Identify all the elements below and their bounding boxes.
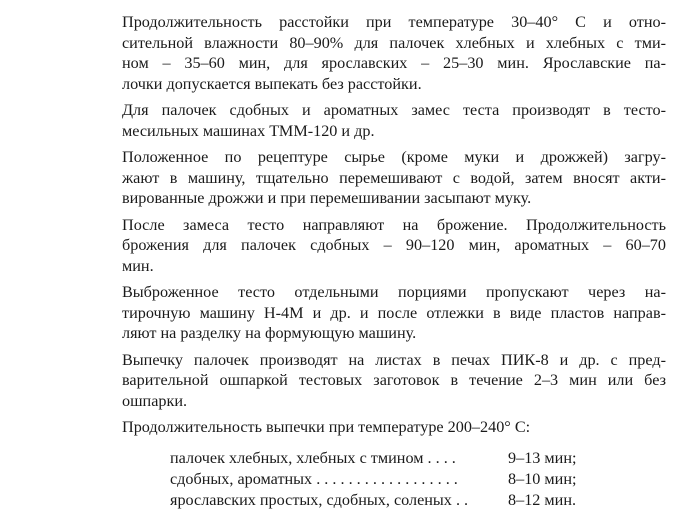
text-line: мин. — [122, 256, 154, 275]
list-item-value: 8–12 мин. — [508, 490, 577, 509]
list-item — [170, 490, 630, 511]
text-line: Продолжительность расстойки при температуре 30–40° С и отно- — [122, 13, 666, 31]
text-line: Выпечку палочек производят на листах в печах ПИК-8 и др. с пред- — [122, 350, 666, 369]
document-text — [88, 12, 666, 511]
text-line: Продолжительность выпечки при температуре 200–240° С: — [122, 418, 531, 436]
paragraph-baking — [88, 350, 666, 412]
paragraph-sheeting — [88, 282, 666, 344]
text-line: сительной влажности 80–90% для палочек хлебных и хлебных с тми- — [122, 33, 666, 52]
paragraph-proofing — [88, 12, 666, 94]
text-line: варительной ошпаркой тестовых заготовок в течение 2–3 мин или без — [122, 371, 666, 389]
text-line: После замеса тесто направляют на брожение. Продолжительность — [122, 215, 666, 234]
text-line: лочки допускается выпекать без расстойки. — [122, 74, 422, 93]
paragraph-fermentation — [88, 215, 666, 277]
text-line: Положенное по рецептуре сырье (кроме муки и дрожжей) загру- — [122, 148, 666, 166]
list-item-label: палочек хлебных, хлебных с тмином . . . . — [170, 448, 456, 467]
text-line: ляют на разделку на формующую машину. — [122, 324, 417, 342]
text-line: брожения для палочек сдобных – 90–120 мин, ароматных – 60–70 — [122, 236, 666, 254]
text-line: тирочную машину Н-4М и др. и после отлежки в виде пластов направ- — [122, 303, 666, 322]
text-line: Выброженное тесто отдельными порциями пропускают через на- — [122, 283, 666, 301]
paragraph-kneading — [88, 100, 666, 141]
list-item-value: 9–13 мин; — [508, 448, 577, 467]
list-item-label: сдобных, ароматных . . . . . . . . . . . . . . . . . . — [170, 469, 458, 488]
baking-time-list — [88, 448, 666, 511]
paragraph-loading — [88, 147, 666, 209]
list-item-label: ярославских простых, сдобных, соленых . . — [170, 490, 469, 509]
text-line: вированные дрожжи и при перемешивании засыпают муку. — [122, 189, 532, 207]
text-line: ном – 35–60 мин, для ярославских – 25–30 мин. Ярославские па- — [122, 54, 666, 72]
text-line: ошпарки. — [122, 391, 188, 410]
text-line: месильных машинах ТММ-120 и др. — [122, 121, 375, 140]
text-line: жают в машину, тщательно перемешивают с водой, затем вносят акти- — [122, 168, 666, 187]
list-item-value: 8–10 мин; — [508, 469, 577, 488]
list-item — [170, 448, 630, 469]
list-item — [170, 469, 630, 490]
text-line: Для палочек сдобных и ароматных замес теста производят в тесто- — [122, 101, 666, 119]
paragraph-baking-duration — [88, 417, 666, 438]
